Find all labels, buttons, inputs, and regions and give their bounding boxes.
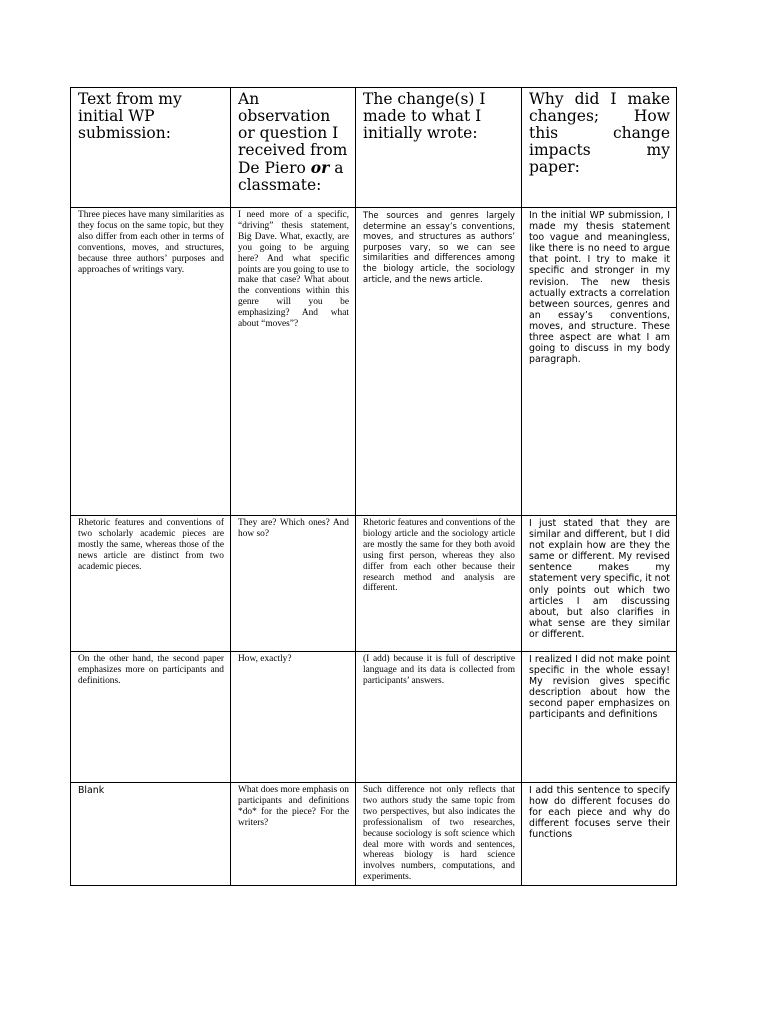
change-cell: (I add) because it is full of descriptive language and its data is collected from participants’ answers. — [356, 652, 522, 783]
reason-cell: In the initial WP submission, I made my thesis statement too vague and meaningless, like there is no need to argue that point. I try to make it specific and stronger in my revision. The new thesis actually extracts a correlation between sources, genres and an essay’s conventions, moves, and structure. These three aspect are what I am going to discuss in my body paragraph. — [522, 208, 677, 516]
original-text-cell: Three pieces have many similarities as they focus on the same topic, but they also differ from each other in terms of conventions, moves, and structures, because three authors’ purposes and approaches of writings vary. — [71, 208, 231, 516]
header-changes: The change(s) I made to what I initially wrote: — [356, 88, 522, 208]
table-row — [71, 516, 677, 652]
header-feedback: An observation or question I received from De Piero or a classmate: — [231, 88, 356, 208]
change-cell: Rhetoric features and conventions of the biology article and the sociology article are mostly the same for they both avoid using first person, whereas they also differ from each other because their research method and analysis are different. — [356, 516, 522, 652]
revision-table — [70, 87, 677, 886]
feedback-cell: They are? Which ones? And how so? — [231, 516, 356, 652]
header-reasons: Why did I make changes; How this change impacts my paper: — [522, 88, 677, 208]
original-text-cell: Blank — [71, 783, 231, 886]
table-row — [71, 652, 677, 783]
original-text-cell: On the other hand, the second paper emphasizes more on participants and definitions. — [71, 652, 231, 783]
original-text-cell: Rhetoric features and conventions of two scholarly academic pieces are mostly the same, whereas those of the news article are distinct from two academic pieces. — [71, 516, 231, 652]
header-original-text: Text from my initial WP submission: — [71, 88, 231, 208]
feedback-cell: How, exactly? — [231, 652, 356, 783]
feedback-cell: What does more emphasis on participants and definitions *do* for the piece? For the writers? — [231, 783, 356, 886]
table-row — [71, 783, 677, 886]
feedback-cell: I need more of a specific, “driving” thesis statement, Big Dave. What, exactly, are you going to be arguing here? And what specific points are you going to use to make that case? What about the conventions within this genre will you be emphasizing? And what about “moves”? — [231, 208, 356, 516]
header-row — [71, 88, 677, 208]
reason-cell: I add this sentence to specify how do different focuses do for each piece and why do different focuses serve their functions — [522, 783, 677, 886]
reason-cell: I realized I did not make point specific in the whole essay! My revision gives specific description about how the second paper emphasizes on participants and definitions — [522, 652, 677, 783]
change-cell: Such difference not only reflects that two authors study the same topic from two perspectives, but also indicates the professionalism of two researches, because sociology is soft science which deal more with words and sentences, whereas biology is hard science involves numbers, computations, and experiments. — [356, 783, 522, 886]
change-cell: The sources and genres largely determine an essay’s conventions, moves, and structures as authors’ purposes vary, so we can see similarities and differences among the biology article, the sociology article, and the news article. — [356, 208, 522, 516]
table-row — [71, 208, 677, 516]
reason-cell: I just stated that they are similar and different, but I did not explain how are they the same or different. My revised sentence makes my statement very specific, it not only points out which two articles I am discussing about, but also clarifies in what sense are they similar or different. — [522, 516, 677, 652]
